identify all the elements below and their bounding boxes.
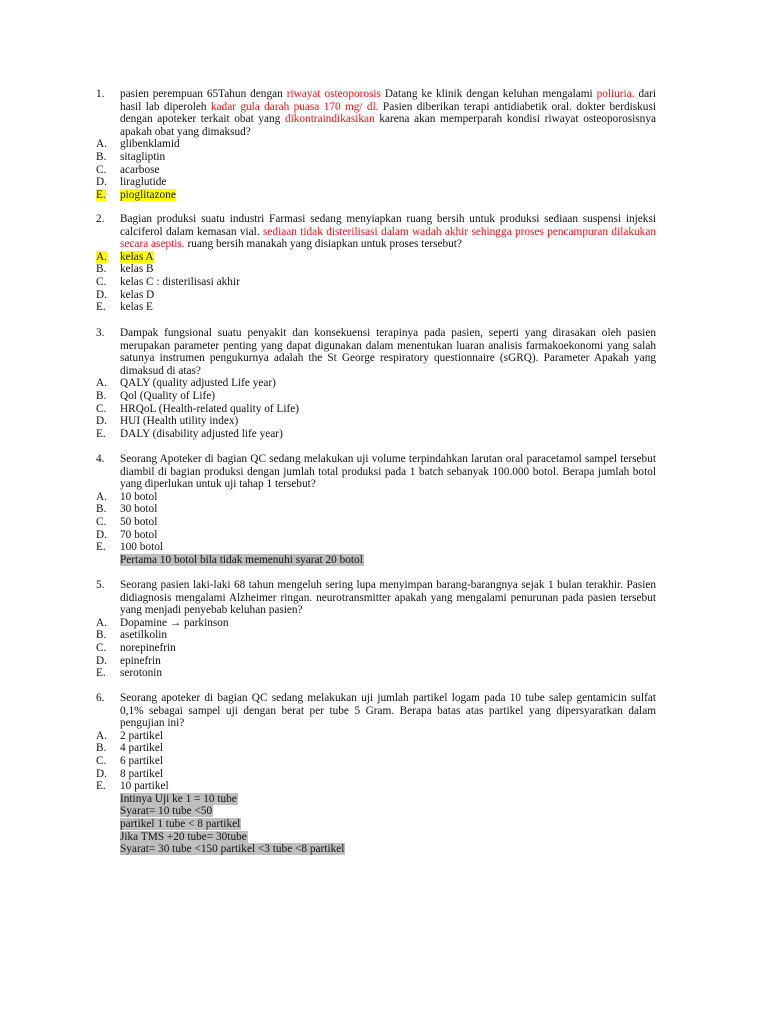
answer-option [96,301,656,314]
answer-note-text: Syarat= 30 tube <150 partikel <3 tube <8 partikel [120,843,345,856]
option-text [120,151,165,164]
option-text-value: 30 botol [120,503,158,516]
answer-option [96,655,656,668]
option-text [120,642,176,655]
option-text-value: 2 partikel [120,729,163,742]
question-4 [96,453,656,566]
option-text-value: kelas C : disterilisasi akhir [120,275,240,288]
option-letter-text: D. [96,767,107,780]
option-letter [96,289,120,302]
option-text-value: QALY (quality adjusted Life year) [120,377,276,390]
answer-option [96,742,656,755]
answer-option [96,667,656,680]
question-text [120,453,656,491]
question-number: 3. [96,327,105,339]
option-letter-text: A. [96,616,107,629]
answer-option [96,503,656,516]
option-letter [96,667,120,680]
option-text-value: 70 botol [120,528,158,541]
option-letter-text: B. [96,263,107,276]
question-number: 5. [96,579,105,591]
option-letter-text: E. [96,427,106,440]
highlighted-phrase: poliuria. [596,88,635,100]
answer-option [96,189,656,202]
answer-option [96,403,656,416]
option-letter [96,189,120,202]
highlighted-phrase: kadar gula darah puasa 170 mg/ dl. [210,100,379,113]
stem-text: Seorang apoteker di bagian QC sedang melakukan uji jumlah partikel logam pada 10 tube salep gentamicin sulfat 0,1% sebagai sampel uji dengan berat per tube 5 Gram. Berapa batas atas partikel yang dipersyaratkan dalam pengujian ini? [120,692,656,730]
option-letter [96,617,120,630]
option-text-value: liraglutide [120,176,167,189]
option-letter-text: D. [96,176,107,189]
option-text-value: kelas B [120,263,154,276]
option-letter-text: D. [96,415,107,428]
answer-option [96,289,656,302]
option-text-value: Qol (Quality of Life) [120,389,216,402]
answer-option [96,428,656,441]
option-text-value: sitagliptin [120,150,166,163]
answer-note-text: partikel 1 tube < 8 partikel [120,817,241,830]
option-letter [96,503,120,516]
answer-note [120,843,656,856]
option-letter-text: C. [96,402,107,415]
option-text-value: 100 botol [120,541,163,554]
option-text [120,263,154,276]
answer-note-text: Intinya Uji ke 1 = 10 tube [120,792,237,805]
answer-option [96,629,656,642]
option-text [120,390,215,403]
option-letter-text: E. [96,301,106,314]
option-text-value: 50 botol [120,515,158,528]
answer-option [96,276,656,289]
answer-option [96,516,656,529]
option-letter [96,428,120,441]
option-letter-text: B. [96,629,107,642]
option-text-value: serotonin [120,667,163,680]
option-letter-text: E. [96,188,106,201]
option-text [120,428,283,441]
stem-text: Bagian produksi suatu industri Farmasi sedang menyiapkan ruang bersih untuk produksi sediaan suspensi injeksi calciferol dalam kemasan vial. [120,213,656,238]
option-letter-text: C. [96,163,107,176]
answer-option [96,377,656,390]
stem-text: dari hasil lab diperoleh [120,88,657,113]
option-letter [96,541,120,554]
option-letter [96,415,120,428]
option-letter-text: E. [96,780,106,793]
option-letter [96,164,120,177]
answer-note [120,818,656,831]
question-number: 2. [96,213,105,225]
question-stem [96,453,656,491]
option-letter [96,138,120,151]
stem-text: Dampak fungsional suatu penyakit dan konsekuensi terapinya pada pasien, seperti yang dirasakan oleh pasien merupakan parameter penting yang dapat digunakan dalam menentukan luaran analisis farmakoekonomi yang salah satunya instrumen pengukurnya adalah the St George respiratory questionnaire (sGRQ). Parameter Apakah yang dimaksud di atas? [120,327,656,377]
option-text [120,617,229,630]
option-text [120,755,163,768]
option-text [120,176,166,189]
answer-option [96,642,656,655]
option-text-value: DALY (disability adjusted life year) [120,427,283,440]
question-text [120,88,656,138]
option-text [120,491,157,504]
option-text-value: HUI (Health utility index) [120,415,239,428]
question-text [120,692,656,730]
question-stem [96,692,656,730]
option-letter-text: A. [96,729,107,742]
option-letter-text: A. [96,250,107,263]
option-letter [96,730,120,743]
option-text [120,251,154,264]
option-text-value: 8 partikel [120,767,163,780]
option-letter-text: A. [96,138,107,151]
option-text [120,301,153,314]
highlighted-phrase: sediaan tidak disterilisasi dalam wadah akhir sehingga proses pencampuran dilakukan secara aseptis. [120,225,656,251]
answer-option [96,415,656,428]
option-text-value: pioglitazone [120,188,176,201]
answer-note [120,805,656,818]
option-text [120,377,276,390]
option-text [120,655,161,668]
stem-text: karena akan memperparah kondisi riwayat osteoporosisnya apakah obat yang dimaksud? [120,113,656,138]
option-letter [96,390,120,403]
option-text [120,289,154,302]
option-text [120,742,163,755]
option-letter-text: D. [96,288,107,301]
question-2 [96,213,656,314]
option-text [120,189,176,202]
option-letter-text: D. [96,528,107,541]
question-1 [96,88,656,201]
stem-text: Pasien diberikan terapi antidiabetik oral. dokter berdiskusi dengan apoteker terkait obat yang [120,100,656,126]
question-5 [96,579,656,680]
option-letter-text: D. [96,654,107,667]
option-letter [96,151,120,164]
option-letter-text: B. [96,742,107,755]
option-letter [96,377,120,390]
option-letter-text: E. [96,667,106,680]
option-text [120,541,163,554]
option-letter [96,768,120,781]
option-letter-text: A. [96,377,107,390]
option-letter [96,755,120,768]
question-text [120,579,656,617]
answer-option [96,529,656,542]
option-text [120,164,160,177]
answer-option [96,151,656,164]
option-text-value: kelas E [120,301,153,314]
option-letter [96,301,120,314]
answer-option [96,491,656,504]
answer-option [96,138,656,151]
option-text-value: 4 partikel [120,742,163,755]
option-letter-text: E. [96,541,106,554]
option-letter [96,516,120,529]
option-text-value: glibenklamid [120,138,180,151]
option-text [120,667,162,680]
stem-text: Datang ke klinik dengan keluhan mengalami [380,88,597,100]
option-letter [96,655,120,668]
option-text [120,629,167,642]
question-stem [96,213,656,251]
question-number: 4. [96,453,105,465]
option-letter [96,263,120,276]
option-text-value: asetilkolin [120,629,168,642]
answer-option [96,541,656,554]
option-text-value: epinefrin [120,654,161,667]
question-text [120,213,656,251]
option-text [120,780,169,793]
option-letter-text: B. [96,503,107,516]
option-text [120,138,180,151]
stem-text: pasien perempuan 65Tahun dengan [120,88,287,100]
option-letter-text: B. [96,389,107,402]
answer-note-text: Syarat= 10 tube <50 [120,805,213,818]
answer-note [120,554,656,567]
question-3 [96,327,656,440]
option-text-value: HRQoL (Health-related quality of Life) [120,402,300,415]
option-text [120,529,157,542]
option-text-value: norepinefrin [120,641,176,654]
stem-text: Seorang Apoteker di bagian QC sedang melakukan uji volume terpindahkan larutan oral paracetamol sampel tersebut diambil di bagian produksi dengan jumlah total produksi pada 1 batch sebanyak 100.000 botol. Berapa jumlah botol yang diperlukan untuk uji tahap 1 tersebut? [120,453,656,491]
answer-note-text: Pertama 10 botol bila tidak memenuhi syarat 20 botol [120,553,363,566]
highlighted-phrase: dikontraindikasikan [284,113,375,126]
answer-option [96,263,656,276]
highlighted-phrase: riwayat osteoporosis [286,88,381,100]
stem-text: ruang bersih manakah yang disiapkan untuk proses tersebut? [184,238,462,251]
option-text [120,516,157,529]
answer-option [96,390,656,403]
option-letter [96,491,120,504]
option-letter [96,529,120,542]
option-text [120,768,163,781]
option-text [120,276,240,289]
answer-option [96,164,656,177]
question-6 [96,692,656,856]
question-stem [96,327,656,377]
option-letter [96,629,120,642]
option-letter-text: C. [96,275,107,288]
option-letter [96,742,120,755]
answer-option [96,768,656,781]
option-letter [96,403,120,416]
question-text [120,327,656,377]
option-letter-text: C. [96,515,107,528]
option-text [120,730,163,743]
option-letter [96,251,120,264]
stem-text: Seorang pasien laki-laki 68 tahun mengeluh sering lupa menyimpan barang-barangnya sejak 1 bulan terakhir. Pasien didiagnosis mengalami Alzheimer ringan. neurotransmitter apakah yang mengalami penurunan pada pasien tersebut yang menjadi penyebab keluhan pasien? [120,579,656,617]
question-stem [96,579,656,617]
option-text [120,415,238,428]
question-number: 1. [96,88,105,100]
option-letter [96,642,120,655]
answer-option [96,730,656,743]
option-letter [96,780,120,793]
answer-option [96,617,656,630]
answer-option [96,251,656,264]
option-text-value: kelas D [120,288,155,301]
answer-note [120,793,656,806]
option-text-value: 10 botol [120,490,158,503]
question-number: 6. [96,692,105,704]
option-text [120,403,299,416]
answer-note [120,831,656,844]
option-letter [96,276,120,289]
answer-note-text: Jika TMS +20 tube= 30tube [120,830,247,843]
option-text-value: 6 partikel [120,754,163,767]
option-letter [96,176,120,189]
option-letter-text: A. [96,490,107,503]
option-text-value: 10 partikel [120,780,169,793]
option-letter-text: C. [96,754,107,767]
question-stem [96,88,656,138]
option-text-value: Dopamine → parkinson [120,616,229,629]
answer-option [96,780,656,793]
option-letter-text: C. [96,641,107,654]
answer-option [96,755,656,768]
option-text-value: kelas A [120,250,154,263]
option-text-value: acarbose [120,163,160,176]
answer-option [96,176,656,189]
option-text [120,503,157,516]
option-letter-text: B. [96,150,107,163]
